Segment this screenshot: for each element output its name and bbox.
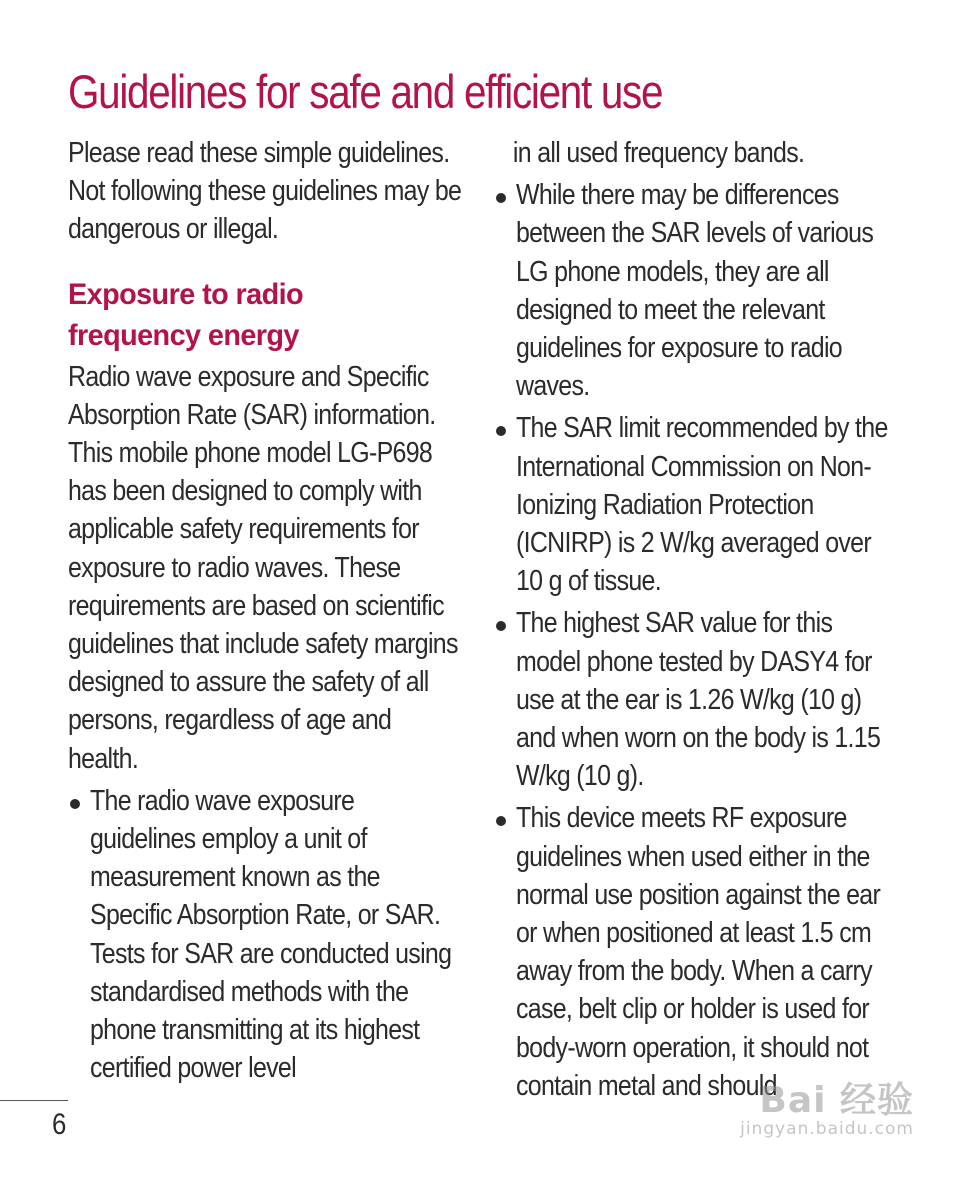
left-bullet-list	[68, 782, 466, 1088]
page-number: 6	[52, 1108, 67, 1141]
bullet-text: The highest SAR value for this model phone tested by DASY4 for use at the ear is 1.26 W/kg (10 g) and when worn on the body is 1.15 W/kg (10 g).	[516, 607, 881, 793]
section-heading-line-1: Exposure to radio	[68, 277, 304, 311]
right-column	[494, 134, 894, 1105]
list-item	[494, 176, 894, 405]
watermark-url: jingyan.baidu.com	[740, 1119, 914, 1139]
bullet-text: The SAR limit recommended by the International Commission on Non-Ionizing Radiation Protection (ICNIRP) is 2 W/kg averaged over 10 g of tissue.	[516, 412, 888, 598]
bullet-text: While there may be differences between the SAR levels of various LG phone models, they are all designed to meet the relevant guidelines for exposure to radio waves.	[516, 179, 874, 403]
bullet-icon	[496, 621, 506, 631]
page-title: Guidelines for safe and efficient use	[68, 65, 663, 118]
right-bullet-list	[494, 176, 894, 1105]
watermark-logo: Bai 经验	[759, 1080, 914, 1121]
list-item	[494, 409, 894, 600]
bullet-text: This device meets RF exposure guidelines when used either in the normal use position against the ear or when positioned at least 1.5 cm away from the body. When a carry case, belt clip or holder is used for body-worn operation, it should not contain metal and should	[516, 802, 881, 1102]
intro-paragraph: Please read these simple guidelines. Not following these guidelines may be dangerous or illegal.	[68, 137, 462, 246]
footer-rule	[0, 1100, 68, 1101]
bullet-icon	[496, 426, 506, 436]
list-item	[494, 604, 894, 795]
section-heading-line-2: frequency energy	[68, 318, 299, 352]
section-heading	[68, 274, 450, 356]
bullet-icon	[70, 799, 80, 809]
list-item	[494, 799, 894, 1105]
bullet-icon	[496, 816, 506, 826]
bullet-text: The radio wave exposure guidelines employ a unit of measurement known as the Specific Absorption Rate, or SAR. Tests for SAR are conducted using standardised methods with the phone transmitting at its highest certified power level	[90, 784, 452, 1085]
sar-info-paragraph: Radio wave exposure and Specific Absorption Rate (SAR) information. This mobile phone model LG-P698 has been designed to comply with applicable safety requirements for exposure to radio waves. These requirements are based on scientific guidelines that include safety margins designed to assure the safety of all persons, regardless of age and health.	[68, 360, 458, 775]
bullet-icon	[496, 193, 506, 203]
list-item	[68, 782, 466, 1088]
continued-text: in all used frequency bands.	[512, 137, 805, 169]
left-column	[68, 134, 466, 1087]
